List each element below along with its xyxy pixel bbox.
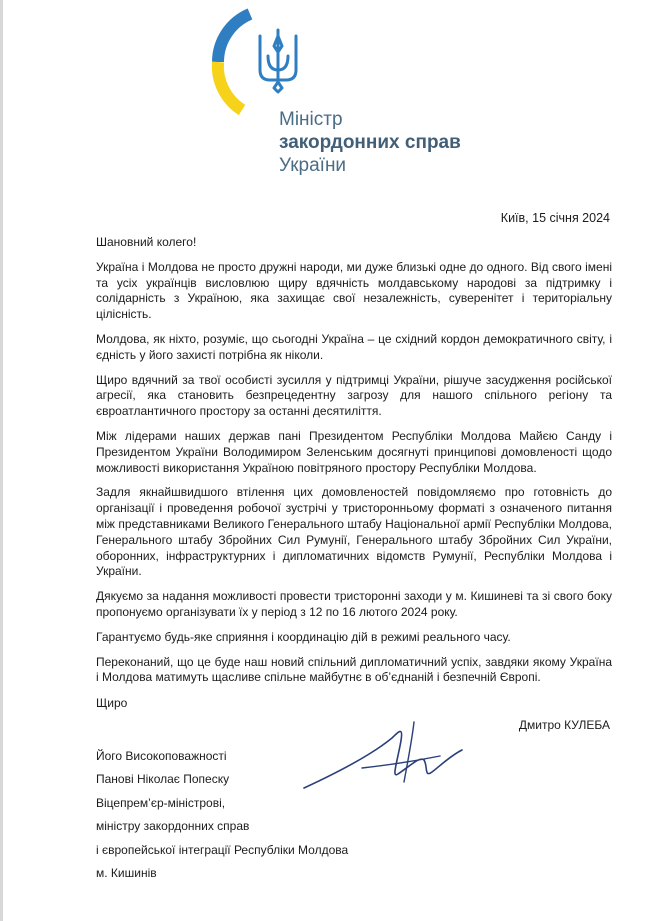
- letterhead: [190, 8, 520, 183]
- addressee-line: і європейської інтеграції Республіки Молдова: [96, 842, 349, 857]
- paragraph-7: Гарантуємо будь-яке сприяння і координацію дій в режимі реального часу.: [96, 629, 511, 644]
- greeting: Шановний колего!: [96, 235, 197, 249]
- ministry-line-3: України: [279, 155, 347, 176]
- paragraph-3: Щиро вдячний за твої особисті зусилля у підтримці України, рішуче засудження російської агресії, яка становить безпрецедентну загрозу для нашого спільного регіону та євроатлантичного простору за останні десятиліття.: [96, 372, 612, 419]
- paragraph-4: Між лідерами наших держав пані Президентом Республіки Молдова Майєю Санду і Президентом України Володимиром Зеленським досягнуті принципові домовленості щодо можливості використання Україною повітряного простору Республіки Молдова.: [96, 428, 612, 475]
- paragraph-6: Дякуємо за надання можливості провести тристоронні заходи у м. Кишиневі та зі свого боку пропонуємо організувати їх у період з 12 по 16 лютого 2024 року.: [96, 589, 612, 619]
- paragraph-8: Переконаний, що це буде наш новий спільний дипломатичний успіх, завдяки якому Україна і Молдова матимуть щасливе спільне майбутнє в об’єднаній і безпечній Європі.: [96, 654, 612, 685]
- signer-name: Дмитро КУЛЕБА: [518, 718, 610, 732]
- paragraph-5: Задля якнайшвидшого втілення цих домовленостей повідомляємо про готовність до організації і проведення робочої зустрічі у тристоронньому форматі з означеного питання між представниками Великого Генерального штабу Національної армії Республіки Молдова, Генерального штабу Збройних Сил Румунії, Генерального штабу Збройних Сил України, оборонних, інфраструктурних і дипломатичних відомств Румунії, Республіки Молдова і України.: [96, 485, 612, 579]
- page-edge: [0, 0, 3, 921]
- ministry-title: [279, 108, 461, 177]
- addressee-line: Панові Ніколає Попеску: [96, 772, 230, 787]
- addressee-line: міністру закордонних справ: [96, 819, 250, 834]
- paragraph-1: Україна і Молдова не просто дружні народи, ми дуже близькі одне до одного. Від свого імені та усіх українців висловлюю щиру вдячність молдавському народові за підтримку і солідарність з Україною, яка захищає свої незалежність, суверенітет і територіальну цілісність.: [96, 259, 612, 322]
- addressee-block: [96, 745, 348, 885]
- addressee-line: м. Кишинів: [96, 866, 157, 881]
- tryzub-icon: [256, 26, 300, 94]
- ministry-line-1: Міністр: [279, 109, 343, 130]
- arc-logo: [190, 8, 260, 118]
- ministry-line-2: закордонних справ: [279, 132, 461, 153]
- letter-date: Київ, 15 січня 2024: [500, 211, 610, 225]
- addressee-line: Його Високоповажності: [96, 749, 227, 763]
- addressee-line: Віцепрем’єр-міністрові,: [96, 795, 226, 810]
- letter-body: [96, 235, 612, 695]
- closing: Щиро: [96, 696, 128, 710]
- paragraph-2: Молдова, як ніхто, розуміє, що сьогодні Україна – це східний кордон демократичного світу, і єдність у його захисті потрібна як ніколи.: [96, 331, 612, 362]
